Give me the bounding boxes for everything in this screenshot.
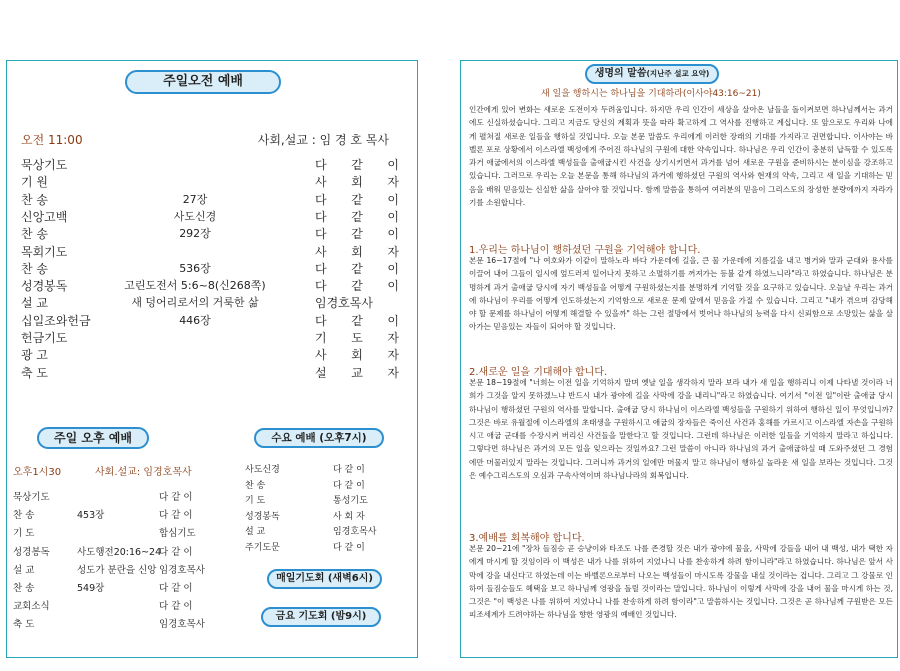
- morning-item-leader: [315, 294, 399, 311]
- afternoon-item-leader: 다 같 이: [159, 601, 193, 613]
- section-3-heading: 3.예배를 회복해야 합니다.: [469, 533, 585, 544]
- afternoon-item-label: 교회소식: [13, 601, 50, 613]
- leader-char: 교: [351, 365, 363, 380]
- afternoon-item-leader: 임경호목사: [159, 564, 205, 576]
- leader-char: 다: [315, 313, 327, 328]
- leader-char: 이: [387, 227, 399, 242]
- morning-item-label: 묵상기도: [21, 158, 68, 172]
- afternoon-presider: 사회.설교: 임경호목사: [95, 467, 192, 478]
- leader-char: 이: [387, 261, 399, 276]
- morning-item-label: 광 고: [21, 348, 48, 363]
- leader-char: 기: [315, 331, 327, 345]
- leader-char: 다: [315, 209, 327, 224]
- wednesday-item-label: 기 도: [245, 496, 266, 507]
- afternoon-item-label: 찬 송: [13, 510, 35, 522]
- wednesday-item-leader: 통성기도: [333, 496, 368, 507]
- morning-item-leader: [315, 208, 399, 225]
- leader-char: 다: [315, 227, 327, 242]
- wednesday-item-label: 성경봉독: [245, 511, 280, 522]
- wednesday-item-label: 설 교: [245, 527, 266, 538]
- wednesday-item-label: 사도신경: [245, 465, 280, 475]
- morning-item-leader: [315, 156, 399, 173]
- leader-char: 이: [387, 192, 399, 207]
- afternoon-item-leader: 다 같 이: [159, 583, 193, 594]
- morning-item-leader: [315, 364, 399, 381]
- afternoon-item-leader: 임경호목사: [159, 619, 205, 631]
- wednesday-item-label: 찬 송: [245, 480, 266, 491]
- wednesday-item-leader: 사 회 자: [333, 511, 365, 522]
- wednesday-item-leader: 다 같 이: [333, 480, 365, 491]
- section-1-body: 본문 16~17절에 "나 여호와가 이같이 말하노라 바다 가운데에 길을, 큰 물 가운데에 지름길을 내고 병거와 말과 군대와 용사를 이끌어 내어 그들이 일시에 엎드러져 일어나지 못하고 소멸하기를 꺼져가는 등불 같게 하였느니라"라고 하였습니다. 하나님은 분명하게 과거 출애굽 당시에 자기 백성들을 어떻게 구원하셨는지를 분명하게 기억할 것을 요구하고 있습니다. 오늘날 우리는 과거에 하나님이 우리를 어떻게 인도하셨는지 기억함으로 새로운 문제 앞에서 믿음을 가질 수 있습니다. 그리고 "내가 겪으며 감당해야 할 문제를 하나님이 어떻게 해결할 수 있을까" 하는 그런 절망에서 벗어나 하나님의 능력을 다시 신뢰함으로 소망있는 삶을 살아가는 믿음있는 자들이 되어야 할 것입니다.: [469, 256, 893, 332]
- leader-char: 다: [315, 279, 327, 294]
- morning-item-label: 십일조와헌금: [21, 313, 91, 328]
- morning-item-leader: [315, 312, 399, 329]
- wednesday-item-leader: 임경호목사: [333, 527, 377, 538]
- section-1-heading: 1.우리는 하나님이 행하셨던 구원을 기억해야 합니다.: [469, 245, 701, 256]
- leader-char: 자: [387, 331, 399, 345]
- morning-item-label: 축 도: [21, 365, 48, 380]
- afternoon-item-label: 기 도: [13, 528, 35, 540]
- morning-item-leader: [315, 346, 399, 363]
- leader-char: 다: [315, 261, 327, 276]
- morning-item-label: 찬 송: [21, 261, 48, 276]
- afternoon-item-label: 축 도: [13, 619, 35, 631]
- daily-prayer-badge: 매일기도회 (새벽6시): [267, 569, 382, 589]
- leader-char: 이: [387, 158, 399, 172]
- afternoon-item-leader: 다 같 이: [159, 546, 193, 558]
- afternoon-title-badge: 주일 오후 예배: [37, 427, 149, 449]
- wednesday-item-leader: 다 같 이: [333, 465, 365, 475]
- morning-time: 오전 11:00: [21, 133, 83, 147]
- leader-char: 사: [315, 244, 327, 259]
- leader-char: 회: [351, 175, 363, 190]
- friday-prayer-badge: 금요 기도회 (밤9시): [261, 607, 381, 627]
- morning-item-leader: [315, 191, 399, 208]
- morning-item-leader: [315, 260, 399, 277]
- leader-char: 설: [315, 365, 327, 380]
- leader-char: 이: [387, 209, 399, 224]
- afternoon-time: 오후1시30: [13, 467, 62, 478]
- morning-item-label: 찬 송: [21, 192, 48, 207]
- morning-item-leader: [315, 225, 399, 242]
- section-2-heading: 2.새로운 일을 기대해야 합니다.: [469, 367, 608, 378]
- morning-item-leader: [315, 329, 399, 346]
- leader-char: 같: [351, 192, 363, 207]
- section-3-body: 본문 20~21에 "장차 들짐승 곧 승냥이와 타조도 나를 존경할 것은 내가 광야에 물을, 사막에 강들을 내어 내 백성, 내가 택한 자에게 마시게 할 것임이라 이 백성은 내가 나를 위하여 지었나니 나를 찬송하게 하려 함이니라"라고 하였습니다. 하나님은 앞서 사막에 강을 내신다고 하였는데 이는 바벨론으로부터 나오는 백성들이 마시도록 강물을 내실 것이라는 겁니다. 그리고 그 강물로 인하여 들짐승들도 혜택을 보고 하나님께 영광을 돌릴 것이라는 말입니다. 하나님이 이렇게 사막에 강을 내어 물을 마시게 하는 것, 그것은 "이 백성은 나를 위하여 지었나니 나를 찬송하게 하려 함이라"고 말씀하시는 것입니다. 그것은 곧 하나님께 구원받은 모든 피조세계가 드려야하는 하나님을 향한 영광의 예배인 것입니다.: [469, 544, 893, 620]
- morning-item-leader: [315, 243, 399, 260]
- wednesday-item-leader: 다 같 이: [333, 543, 365, 553]
- morning-item-detail: 27장: [182, 192, 208, 206]
- morning-item-detail: 고린도전서 5:6~8(신268쪽): [124, 279, 266, 293]
- leader-char: 같: [351, 158, 363, 172]
- afternoon-item-label: 묵상기도: [13, 492, 50, 503]
- morning-item-detail: 새 덩어리로서의 거룩한 삶: [131, 296, 259, 310]
- morning-item-label: 헌금기도: [21, 331, 68, 345]
- leader-char: 도: [351, 331, 363, 345]
- morning-item-label: 목회기도: [21, 244, 68, 259]
- morning-item-label: 설 교: [21, 296, 48, 311]
- wednesday-title-badge: 수요 예배 (오후7시): [254, 428, 384, 448]
- afternoon-item-label: 찬 송: [13, 583, 35, 594]
- leader-char: 회: [351, 348, 363, 363]
- leader-char: 같: [351, 209, 363, 224]
- leader-char: 같: [351, 227, 363, 242]
- afternoon-item-label: 성경봉독: [13, 546, 50, 558]
- afternoon-item-leader: 다 같 이: [159, 492, 193, 503]
- wednesday-item-label: 주기도문: [245, 543, 280, 553]
- morning-item-label: 찬 송: [21, 227, 48, 242]
- leader-char: 자: [387, 365, 399, 380]
- afternoon-item-label: 설 교: [13, 564, 35, 576]
- sermon-title-badge: [585, 64, 719, 84]
- leader-char: 이: [387, 313, 399, 328]
- leader-char: 같: [351, 279, 363, 294]
- leader-char: 회: [351, 244, 363, 259]
- sermon-title-note: (지난주 설교 요약): [646, 69, 710, 78]
- morning-item-label: 성경봉독: [21, 279, 68, 294]
- morning-item-detail: 536장: [179, 261, 211, 275]
- leader-char: 다: [315, 158, 327, 172]
- afternoon-item-detail: 549장: [77, 583, 105, 594]
- morning-item-detail: 446장: [179, 313, 211, 327]
- leader-char: 사: [315, 348, 327, 363]
- worship-order-panel: [6, 60, 418, 658]
- section-2-body: 본문 18~19절에 "너희는 이전 일을 기억하지 말며 옛날 일을 생각하지 말라 보라 내가 새 일을 행하리니 이제 나타낼 것이라 너희가 그것을 알지 못하겠느냐 반드시 내가 광야에 길을 사막에 강을 내리니"라고 하였습니다. 여기서 "이전 일"이란 출애굽 당시 하나님이 행하셨던 구원의 역사를 말합니다. 출애굽 당시 하나님이 이스라엘 백성들을 구원하기 위하여 행하신 일이 무엇입니까? 그것은 바로 유월절에 이스라엘의 초태생을 구원하시고 애굽의 장자들은 죽이신 사건과 홍해를 가르시고 이스라엘 자손을 구원하시고 애굽 군대를 수장시켜 버리신 사건들을 말한다고 할 것입니다. 그런데 하나님은 이러한 일들을 기억하지 말라고 하십니다. 그렇다면 하나님은 과거의 모든 일을 잊으라는 것일까요? 그런 말씀이 아니라 하나님의 과거 출애굽하실 때 도와주셨던 그 경험에만 머물러있지 말라는 것입니다. 그러니까 과거의 일에만 머물지 말고 하나님이 행하실 놀라운 새 일을 보라는 것입니다. 그것은 예수그리스도의 오심과 구속사역이며 하나님나라의 회복입니다.: [469, 378, 893, 481]
- leader-char: 다: [315, 192, 327, 207]
- leader-char: 사: [315, 175, 327, 190]
- morning-title-badge: 주일오전 예배: [125, 70, 281, 94]
- afternoon-item-detail: 453장: [77, 510, 105, 522]
- afternoon-item-leader: 다 같 이: [159, 510, 193, 522]
- morning-item-detail: 사도신경: [173, 209, 217, 223]
- leader-char: 임경호목사: [315, 296, 373, 311]
- afternoon-item-leader: 합심기도: [159, 528, 196, 540]
- leader-char: 같: [351, 313, 363, 328]
- morning-item-leader: [315, 277, 399, 294]
- morning-item-label: 기 원: [21, 175, 48, 190]
- leader-char: 자: [387, 244, 399, 259]
- leader-char: 자: [387, 175, 399, 190]
- leader-char: 이: [387, 279, 399, 294]
- sermon-subtitle: 새 일을 행하시는 하나님을 기대하라(이사야43:16~21): [541, 89, 761, 99]
- morning-item-label: 신앙고백: [21, 209, 68, 224]
- leader-char: 같: [351, 261, 363, 276]
- morning-item-detail: 292장: [179, 227, 211, 241]
- leader-char: 자: [387, 348, 399, 363]
- sermon-summary-panel: [460, 60, 898, 658]
- sermon-title: 생명의 말씀: [594, 68, 647, 79]
- afternoon-item-detail: 사도행전20:16~24: [77, 546, 162, 558]
- sermon-intro: 인간에게 있어 변화는 새로운 도전이자 두려움입니다. 하지만 우리 인간이 세상을 살아온 날들을 돌이켜보면 하나님께서는 과거에도 신실하셨습니다. 그리고 지금도 당신의 계획과 뜻을 따라 확고하게 그 역사를 진행하고 계십니다. 또 앞으로도 우리와 나에게 펼쳐질 새로운 일들을 행하실 것입니다. 오늘 본문 말씀도 우리에게 이러한 장래의 기대를 가지라고 권면합니다. 이사야는 바벨론 포로 상황에서 이스라엘 백성에게 주어진 하나님의 구원에 대한 약속입니다. 하나님은 우리 인간이 충분히 납득할 수 있도록 과거 애굽에서의 이스라엘 백성들을 출애굽시킨 사건을 상기시키면서 과거를 넘어 새로운 구원을 준비하시는 분이심을 강조하고 있습니다. 그러므로 우리는 오늘 본문을 통해 하나님의 과거에 행하셨던 구원의 역사와 현재의 약속, 그리고 새 일을 기대하는 믿음을 배워 믿음있는 신실한 삶을 살아야 할 것입니다. 함께 말씀을 통하여 여러분의 믿음이 그리스도의 장성한 분량에까지 자라가기를 소원합니다.: [469, 105, 893, 208]
- morning-item-leader: [315, 173, 399, 190]
- afternoon-item-detail: 성도가 분란을 신앙: [77, 564, 157, 576]
- morning-presider: 사회,설교 : 임 경 호 목사: [257, 133, 389, 147]
